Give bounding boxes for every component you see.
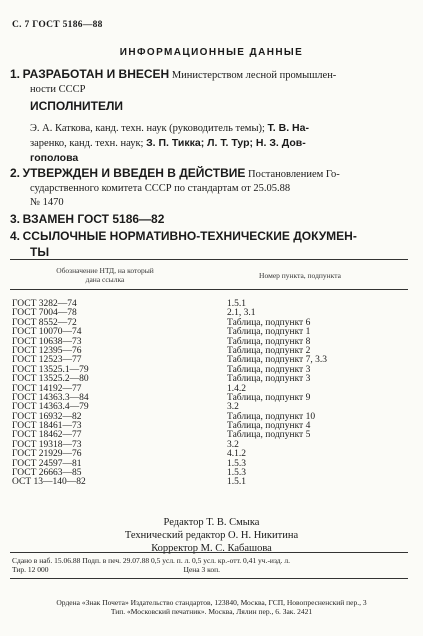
page-header: С. 7 ГОСТ 5186—88	[12, 20, 103, 30]
table-cell-document: ГОСТ 8552—72	[12, 317, 77, 328]
performer-1: Э. А. Каткова, канд. техн. наук (руководитель темы);	[30, 123, 265, 134]
table-cell-reference: 3.2	[227, 402, 239, 413]
table-cell-reference: Таблица, подпункт 1	[227, 327, 311, 338]
section-2-heading: УТВЕРЖДЕН И ВВЕДЕН В ДЕЙСТВИЕ	[22, 166, 246, 180]
table-cell-reference: Таблица, подпункт 3	[227, 374, 311, 385]
section-1-text-2: ности СССР	[30, 84, 86, 95]
section-1-text-1: Министерством лесной промышлен-	[171, 70, 337, 81]
publication-rule	[10, 552, 408, 553]
section-2-number: 2.	[10, 166, 21, 180]
publication-line-2: Тир. 12 000 Цена 3 коп.	[12, 565, 221, 574]
table-cell-document: ОСТ 13—140—82	[12, 477, 86, 488]
document-title: ИНФОРМАЦИОННЫЕ ДАННЫЕ	[119, 47, 304, 58]
table-cell-reference: 3.2	[227, 439, 239, 450]
section-2-text-2: сударственного комитета СССР по стандартам от 25.05.88	[30, 183, 291, 194]
table-cell-reference: 4.1.2	[227, 449, 246, 460]
editor: Редактор Т. В. Смыка	[163, 517, 260, 528]
section-3	[10, 212, 395, 228]
section-2-text-3: № 1470	[30, 197, 64, 208]
section-3-heading: ВЗАМЕН ГОСТ 5186—82	[22, 212, 165, 226]
table-cell-document: ГОСТ 19318—73	[12, 439, 82, 450]
table-cell-document: ГОСТ 24597—81	[12, 458, 82, 469]
printer-info	[0, 598, 423, 616]
table-col2-header: Номер пункта, подпункта	[259, 271, 341, 280]
table-cell-reference: 1.5.1	[227, 477, 246, 488]
table-cell-document: ГОСТ 7004—78	[12, 308, 77, 319]
table-cell-document: ГОСТ 14363.4—79	[12, 402, 89, 413]
table-cell-document: ГОСТ 26663—85	[12, 468, 82, 479]
corrector: Корректор М. С. Кабашова	[151, 543, 272, 554]
table-cell-document: ГОСТ 12523—77	[12, 355, 82, 366]
section-2-text-1: Постановлением Го-	[248, 169, 340, 180]
table-cell-reference: Таблица, подпункт 8	[227, 336, 311, 347]
table-top-rule	[10, 259, 408, 260]
printer-line-2: Тип. «Московский печатник». Москва, Лялин пер., 6. Зак. 2421	[110, 607, 313, 616]
table-cell-reference: Таблица, подпункт 2	[227, 345, 311, 356]
table-cell-reference: 1.5.3	[227, 468, 246, 479]
table-cell-document: ГОСТ 14363.3—84	[12, 392, 89, 403]
performer-4: гополова	[30, 152, 79, 164]
section-4-number: 4.	[10, 229, 21, 243]
section-4-heading-1: ССЫЛОЧНЫЕ НОРМАТИВНО-ТЕХНИЧЕСКИЕ ДОКУМЕН-	[22, 229, 357, 243]
table-cell-document: ГОСТ 13525.2—80	[12, 374, 89, 385]
tech-editor: Технический редактор О. Н. Никитина	[124, 530, 299, 541]
table-col1-header: Обозначение НТД, на который дана ссылка	[56, 266, 154, 284]
table-cell-document: ГОСТ 16932—82	[12, 411, 82, 422]
table-cell-document: ГОСТ 21929—76	[12, 449, 82, 460]
table-cell-reference: Таблица, подпункт 9	[227, 392, 311, 403]
table-cell-reference: 1.5.3	[227, 458, 246, 469]
table-cell-document: ГОСТ 10638—73	[12, 336, 82, 347]
section-2	[10, 166, 395, 210]
performer-2b: заренко, канд. техн. наук;	[30, 138, 144, 149]
performers-list	[30, 121, 395, 166]
table-cell-document: ГОСТ 14192—77	[12, 383, 82, 394]
credits	[0, 516, 423, 555]
printer-rule	[10, 578, 408, 579]
table-cell-document: ГОСТ 3282—74	[12, 299, 77, 309]
table-cell-document: ГОСТ 18461—73	[12, 421, 82, 432]
table-cell-reference: Таблица, подпункт 3	[227, 364, 311, 375]
table-cell-document: ГОСТ 13525.1—79	[12, 364, 89, 375]
table-cell-reference: Таблица, подпункт 6	[227, 317, 311, 328]
table-cell-reference: 1.4.2	[227, 383, 246, 394]
table-cell-reference: Таблица, подпункт 4	[227, 421, 311, 432]
table-header-rule	[10, 289, 408, 290]
printer-line-1: Ордена «Знак Почета» Издательство стандартов, 123840, Москва, ГСП, Новопресненский пер., 3	[56, 598, 367, 607]
table-cell-reference: Таблица, подпункт 10	[227, 411, 316, 422]
table-cell-reference: Таблица, подпункт 5	[227, 430, 311, 441]
section-3-number: 3.	[10, 212, 21, 226]
performer-2a: Т. В. На-	[267, 122, 309, 134]
table-cell-document: ГОСТ 10070—74	[12, 327, 82, 338]
section-4-heading-2: ТЫ	[30, 245, 50, 259]
table-cell-document: ГОСТ 18462—77	[12, 430, 82, 441]
table-cell-reference: 2.1, 3.1	[227, 308, 256, 319]
section-1-heading: РАЗРАБОТАН И ВНЕСЕН	[22, 67, 170, 81]
section-1-number: 1.	[10, 67, 21, 81]
performers-heading: ИСПОЛНИТЕЛИ	[30, 99, 124, 113]
performer-3: З. П. Тикка; Л. Т. Тур; Н. З. Дов-	[146, 137, 306, 149]
section-4	[10, 229, 395, 259]
table-cell-reference: 1.5.1	[227, 299, 246, 309]
publication-info	[12, 556, 290, 574]
table-cell-document: ГОСТ 12395—76	[12, 345, 82, 356]
table-cell-reference: Таблица, подпункт 7, 3.3	[227, 355, 327, 366]
section-1	[10, 67, 395, 97]
publication-line-1: Сдано в наб. 15.06.88 Подп. в печ. 29.07.88 0,5 усл. п. л. 0,5 усл. кр.-отт. 0,41 уч.-изд. л.	[12, 556, 290, 565]
